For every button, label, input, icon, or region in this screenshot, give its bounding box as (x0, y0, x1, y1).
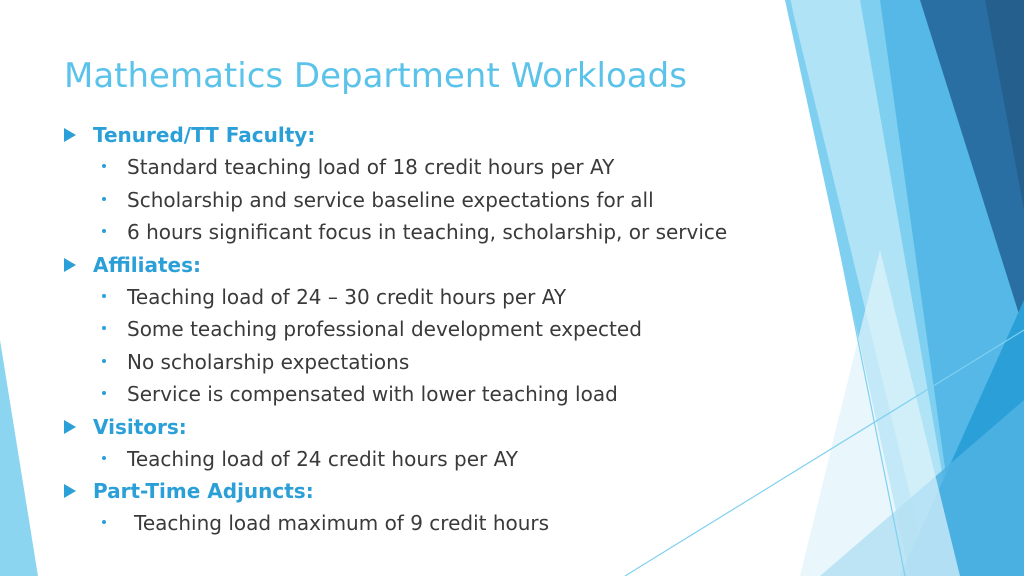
triangle-bullet-icon (64, 484, 76, 498)
list-item-text: Standard teaching load of 18 credit hours per AY (127, 155, 615, 179)
list-item-text: Teaching load maximum of 9 credit hours (134, 511, 550, 535)
section-heading-label: Affiliates: (93, 252, 202, 277)
dot-bullet-icon (102, 326, 106, 330)
section-heading (64, 119, 764, 151)
bullet-list (64, 151, 764, 249)
list-item (64, 216, 764, 249)
list-item (64, 281, 764, 314)
list-item-text: Service is compensated with lower teaching load (127, 382, 618, 406)
section-heading (64, 249, 764, 281)
list-item (64, 313, 764, 346)
section-heading-label: Part-Time Adjuncts: (93, 479, 314, 503)
dot-bullet-icon (102, 359, 106, 363)
list-item (64, 151, 764, 184)
section-tenured (64, 119, 764, 249)
slide-content (64, 119, 764, 540)
list-item (64, 346, 764, 379)
page-title: Mathematics Department Workloads (64, 56, 687, 96)
list-item-text: Scholarship and service baseline expectations for all (127, 187, 654, 212)
dot-bullet-icon (102, 456, 106, 460)
dot-bullet-icon (102, 229, 106, 233)
list-item-text: 6 hours significant focus in teaching, scholarship, or service (127, 220, 728, 244)
triangle-bullet-icon (64, 420, 76, 434)
section-visitors (64, 411, 764, 476)
triangle-bullet-icon (64, 258, 76, 272)
list-item-text: Teaching load of 24 – 30 credit hours per AY (127, 284, 567, 309)
section-heading-label: Visitors: (93, 414, 187, 439)
section-heading (64, 475, 764, 507)
dot-bullet-icon (102, 164, 106, 168)
section-affiliates (64, 249, 764, 411)
list-item-text: Teaching load of 24 credit hours per AY (127, 446, 518, 471)
section-adjuncts (64, 475, 764, 540)
left-edge-shape (0, 340, 38, 576)
list-item (64, 443, 764, 476)
section-heading (64, 411, 764, 443)
dot-bullet-icon (102, 520, 106, 524)
dot-bullet-icon (102, 294, 106, 298)
triangle-bullet-icon (64, 128, 76, 142)
list-item-text: Some teaching professional development expected (127, 317, 642, 341)
list-item-text: No scholarship expectations (127, 349, 410, 374)
bullet-list (64, 443, 764, 476)
bullet-list (64, 281, 764, 411)
list-item (64, 184, 764, 217)
list-item (64, 378, 764, 411)
section-heading-label: Tenured/TT Faculty: (93, 123, 316, 147)
dot-bullet-icon (102, 391, 106, 395)
dot-bullet-icon (102, 197, 106, 201)
bullet-list (64, 507, 764, 540)
list-item (64, 507, 764, 540)
